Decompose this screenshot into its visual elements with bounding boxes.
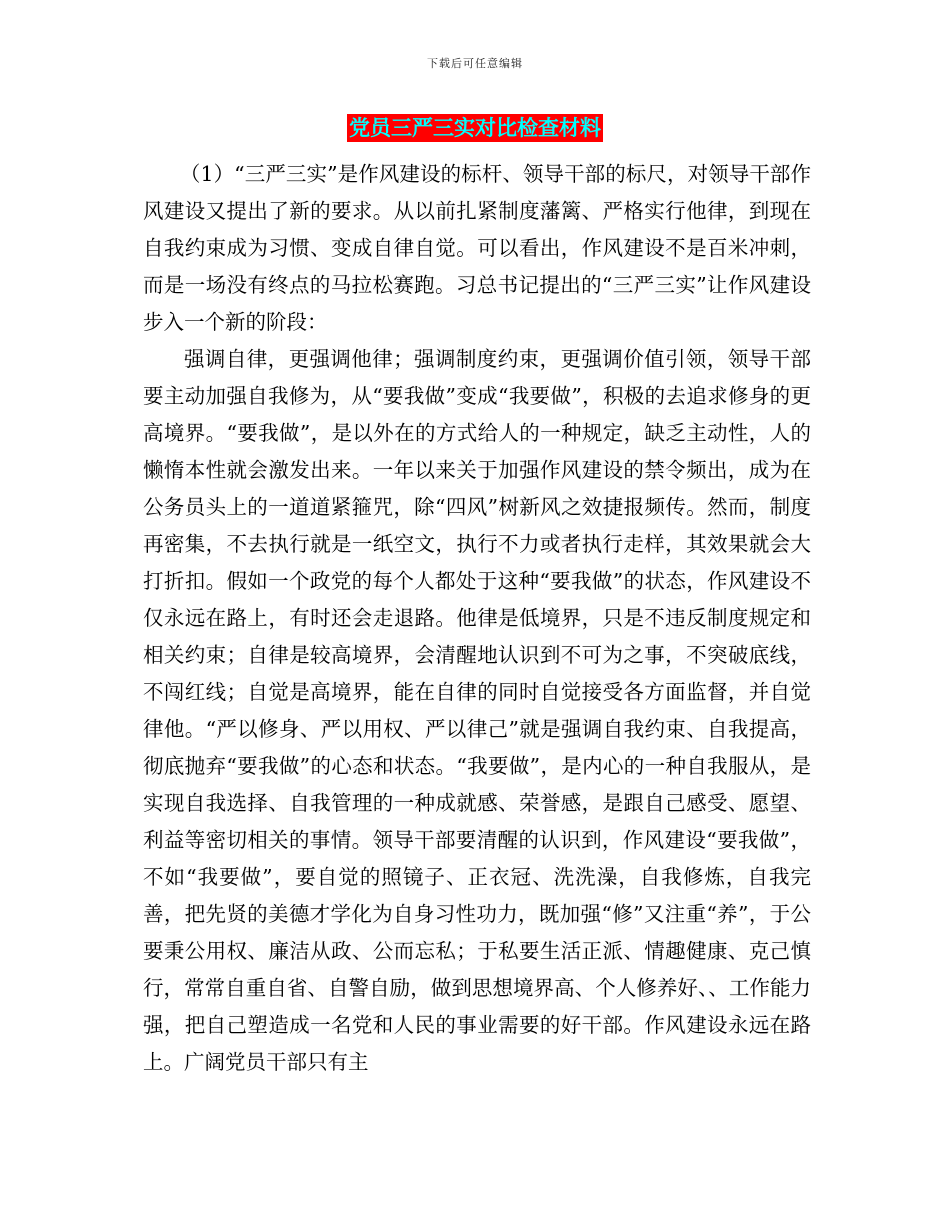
paragraph: （1）“三严三实”是作风建设的标杆、领导干部的标尺，对领导干部作风建设又提出了新的要求。从以前扎紧制度藩篱、严格实行他律，到现在自我约束成为习惯、变成自律自觉。可以看出，作风建设不是百米冲刺，而是一场没有终点的马拉松赛跑。习总书记提出的“三严三实”让作风建设步入一个新的阶段：	[143, 162, 811, 334]
document-title: 党员三严三实对比检查材料	[349, 116, 601, 140]
paragraph: 强调自律，更强调他律；强调制度约束，更强调价值引领，领导干部要主动加强自我修为，从“要我做”变成“我要做”，积极的去追求修身的更高境界。“要我做”，是以外在的方式给人的一种规定，缺乏主动性，人的懒惰本性就会激发出来。一年以来关于加强作风建设的禁令频出，成为在公务员头上的一道道紧箍咒，除“四风”树新风之效捷报频传。然而，制度再密集，不去执行就是一纸空文，执行不力或者执行走样，其效果就会大打折扣。假如一个政党的每个人都处于这种“要我做”的状态，作风建设不仅永远在路上，有时还会走退路。他律是低境界，只是不违反制度规定和相关约束；自律是较高境界，会清醒地认识到不可为之事，不突破底线，不闯红线；自觉是高境界，能在自律的同时自觉接受各方面监督，并自觉律他。“严以修身、严以用权、严以律己”就是强调自我约束、自我提高，彻底抛弃“要我做”的心态和状态。“我要做”，是内心的一种自我服从，是实现自我选择、自我管理的一种成就感、荣誉感，是跟自己感受、愿望、利益等密切相关的事情。领导干部要清醒的认识到，作风建设“要我做”，不如“我要做”，要自觉的照镜子、正衣冠、洗洗澡，自我修炼，自我完善，把先贤的美德才学化为自身习性功力，既加强“修”又注重“养”，于公要秉公用权、廉洁从政、公而忘私；于私要生活正派、情趣健康、克己慎行，常常自重自省、自警自励，做到思想境界高、个人修养好、、工作能力强，把自己塑造成一名党和人民的事业需要的好干部。作风建设永远在路上。广阔党员干部只有主	[143, 347, 811, 1074]
document-body	[143, 156, 811, 1081]
page-header-note: 下载后可任意编辑	[427, 57, 523, 70]
title-container	[0, 114, 950, 142]
